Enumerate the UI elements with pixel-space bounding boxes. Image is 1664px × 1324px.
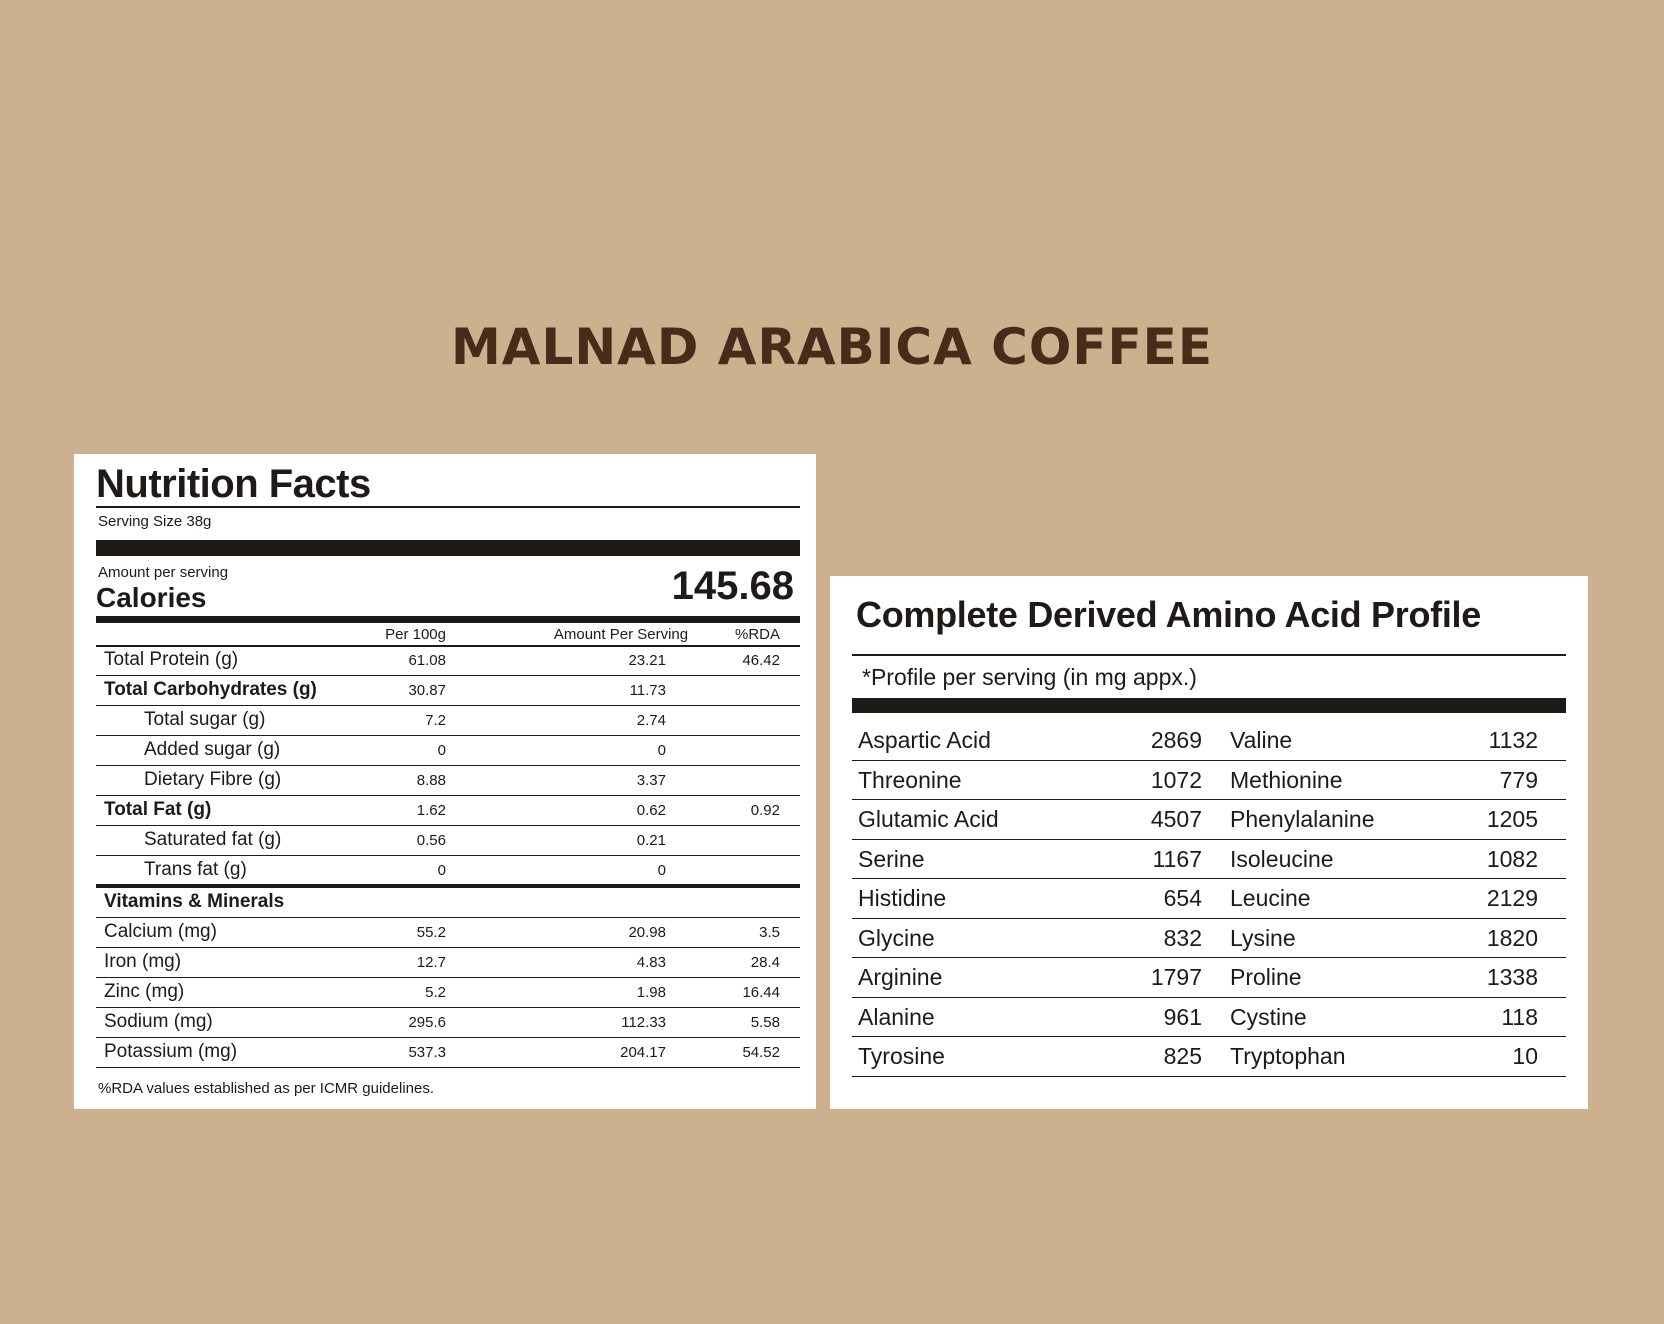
column-header-per-100g: Per 100g	[385, 626, 446, 643]
per-serving-value: 112.33	[621, 1014, 666, 1031]
amino-name: Glycine	[858, 924, 935, 951]
amino-name: Serine	[858, 845, 925, 872]
amino-value: 1082	[1486, 845, 1538, 872]
table-row	[852, 1037, 1566, 1077]
rda-value: 28.4	[750, 954, 780, 971]
nutrient-label: Total Protein (g)	[104, 649, 239, 670]
amino-name: Valine	[1230, 727, 1293, 753]
amino-value: 10	[1512, 1043, 1538, 1069]
amino-name: Lysine	[1230, 924, 1296, 951]
per-serving-value: 0	[657, 742, 666, 759]
per-serving-value: 3.37	[636, 772, 666, 789]
amino-value: 1167	[1152, 845, 1202, 872]
nutrient-label: Saturated fat (g)	[144, 829, 282, 850]
column-header-per-serving: Amount Per Serving	[553, 626, 689, 643]
table-row	[96, 978, 800, 1008]
per-100g-value: 12.7	[416, 954, 446, 971]
divider	[96, 506, 800, 508]
table-row	[96, 1038, 800, 1068]
amino-name: Methionine	[1230, 766, 1343, 793]
serving-size: Serving Size 38g	[98, 513, 212, 530]
per-100g-value: 30.87	[408, 682, 446, 699]
nutrient-label: Calcium (mg)	[104, 921, 217, 942]
table-row	[852, 879, 1566, 919]
calories-label: Calories	[96, 582, 207, 613]
amino-name: Tyrosine	[858, 1043, 945, 1069]
thick-divider	[852, 698, 1566, 713]
per-100g-value: 0.56	[416, 832, 446, 849]
table-row	[96, 676, 800, 706]
column-header-rda: %RDA	[734, 626, 780, 643]
amino-value: 825	[1163, 1043, 1202, 1069]
amino-name: Isoleucine	[1230, 845, 1334, 872]
amino-value: 832	[1163, 924, 1202, 951]
amino-name: Phenylalanine	[1230, 806, 1375, 832]
table-row	[96, 888, 800, 918]
per-100g-value: 5.2	[425, 984, 446, 1001]
thick-divider	[96, 616, 800, 623]
table-row	[96, 646, 800, 676]
rda-footnote: %RDA values established as per ICMR guidelines.	[98, 1080, 434, 1097]
nutrient-label: Potassium (mg)	[104, 1041, 238, 1062]
amino-value: 2869	[1150, 727, 1202, 753]
amino-value: 1797	[1150, 964, 1202, 990]
page-title: MALNAD ARABICA COFFEE	[451, 318, 1213, 376]
rda-value: 3.5	[759, 924, 780, 941]
amino-value: 1338	[1486, 964, 1538, 990]
table-row	[852, 840, 1566, 880]
nutrient-label: Iron (mg)	[104, 951, 182, 972]
table-row	[96, 1008, 800, 1038]
per-100g-value: 1.62	[416, 802, 446, 819]
amount-per-serving: Amount per serving	[98, 564, 229, 581]
table-row	[96, 856, 800, 888]
table-row	[96, 826, 800, 856]
per-serving-value: 23.21	[628, 652, 666, 669]
rda-value: 46.42	[742, 652, 780, 669]
table-row	[852, 761, 1566, 801]
per-serving-value: 0	[657, 862, 666, 879]
per-serving-value: 0.62	[636, 802, 666, 819]
table-row	[96, 918, 800, 948]
amino-value: 961	[1163, 1003, 1202, 1030]
per-100g-value: 295.6	[408, 1014, 446, 1031]
per-100g-value: 0	[437, 862, 446, 879]
nutrient-label: Trans fat (g)	[144, 859, 247, 880]
per-serving-value: 1.98	[636, 984, 666, 1001]
rda-value: 16.44	[742, 984, 780, 1001]
amino-name: Leucine	[1230, 885, 1311, 911]
nutrient-label: Added sugar (g)	[144, 739, 281, 760]
thick-divider	[96, 540, 800, 556]
table-row	[96, 796, 800, 826]
amino-name: Glutamic Acid	[858, 806, 999, 832]
amino-name: Alanine	[858, 1003, 935, 1030]
per-serving-value: 20.98	[628, 924, 666, 941]
nutrient-label: Zinc (mg)	[104, 981, 185, 1002]
per-serving-value: 11.73	[629, 682, 666, 699]
per-100g-value: 0	[437, 742, 446, 759]
table-row	[96, 736, 800, 766]
nutrition-heading: Nutrition Facts	[96, 462, 371, 506]
per-100g-value: 8.88	[416, 772, 446, 789]
amino-name: Aspartic Acid	[858, 727, 991, 753]
table-row	[852, 800, 1566, 840]
calories-value: 145.68	[671, 564, 794, 608]
divider	[852, 654, 1566, 656]
rda-value: 54.52	[742, 1044, 780, 1061]
per-serving-value: 4.83	[636, 954, 666, 971]
amino-name: Arginine	[858, 964, 943, 990]
amino-name: Cystine	[1230, 1003, 1307, 1030]
section-label: Vitamins & Minerals	[104, 891, 285, 912]
rda-value: 0.92	[750, 802, 780, 819]
table-row	[96, 948, 800, 978]
nutrient-label: Sodium (mg)	[104, 1011, 213, 1032]
amino-value: 1072	[1150, 766, 1202, 793]
per-serving-value: 0.21	[636, 832, 666, 849]
nutrition-facts-panel	[74, 454, 816, 1109]
per-serving-value: 2.74	[636, 712, 666, 729]
table-row	[96, 706, 800, 736]
amino-name: Histidine	[858, 885, 947, 911]
amino-acid-panel	[830, 576, 1588, 1109]
nutrient-label: Total sugar (g)	[144, 709, 266, 730]
amino-value: 2129	[1486, 885, 1538, 911]
amino-value: 118	[1501, 1003, 1538, 1030]
amino-value: 654	[1163, 885, 1202, 911]
amino-value: 1205	[1486, 806, 1538, 832]
amino-value: 1132	[1488, 727, 1538, 753]
table-row	[96, 766, 800, 796]
nutrient-label: Total Carbohydrates (g)	[104, 679, 317, 700]
amino-name: Threonine	[858, 766, 962, 793]
per-serving-value: 204.17	[620, 1044, 666, 1061]
per-100g-value: 7.2	[425, 712, 446, 729]
amino-value: 779	[1499, 766, 1538, 793]
amino-name: Tryptophan	[1230, 1043, 1346, 1069]
nutrient-label: Dietary Fibre (g)	[144, 769, 282, 790]
per-100g-value: 537.3	[408, 1044, 446, 1061]
amino-value: 4507	[1150, 806, 1202, 832]
per-100g-value: 55.2	[416, 924, 446, 941]
per-100g-value: 61.08	[408, 652, 446, 669]
table-row	[852, 919, 1566, 959]
amino-name: Proline	[1230, 964, 1302, 990]
amino-subheading: *Profile per serving (in mg appx.)	[862, 664, 1197, 690]
amino-value: 1820	[1486, 924, 1538, 951]
table-row	[852, 998, 1566, 1038]
table-row	[852, 958, 1566, 998]
nutrient-label: Total Fat (g)	[104, 799, 212, 820]
table-row	[852, 721, 1566, 761]
rda-value: 5.58	[750, 1014, 780, 1031]
amino-heading: Complete Derived Amino Acid Profile	[856, 594, 1481, 635]
